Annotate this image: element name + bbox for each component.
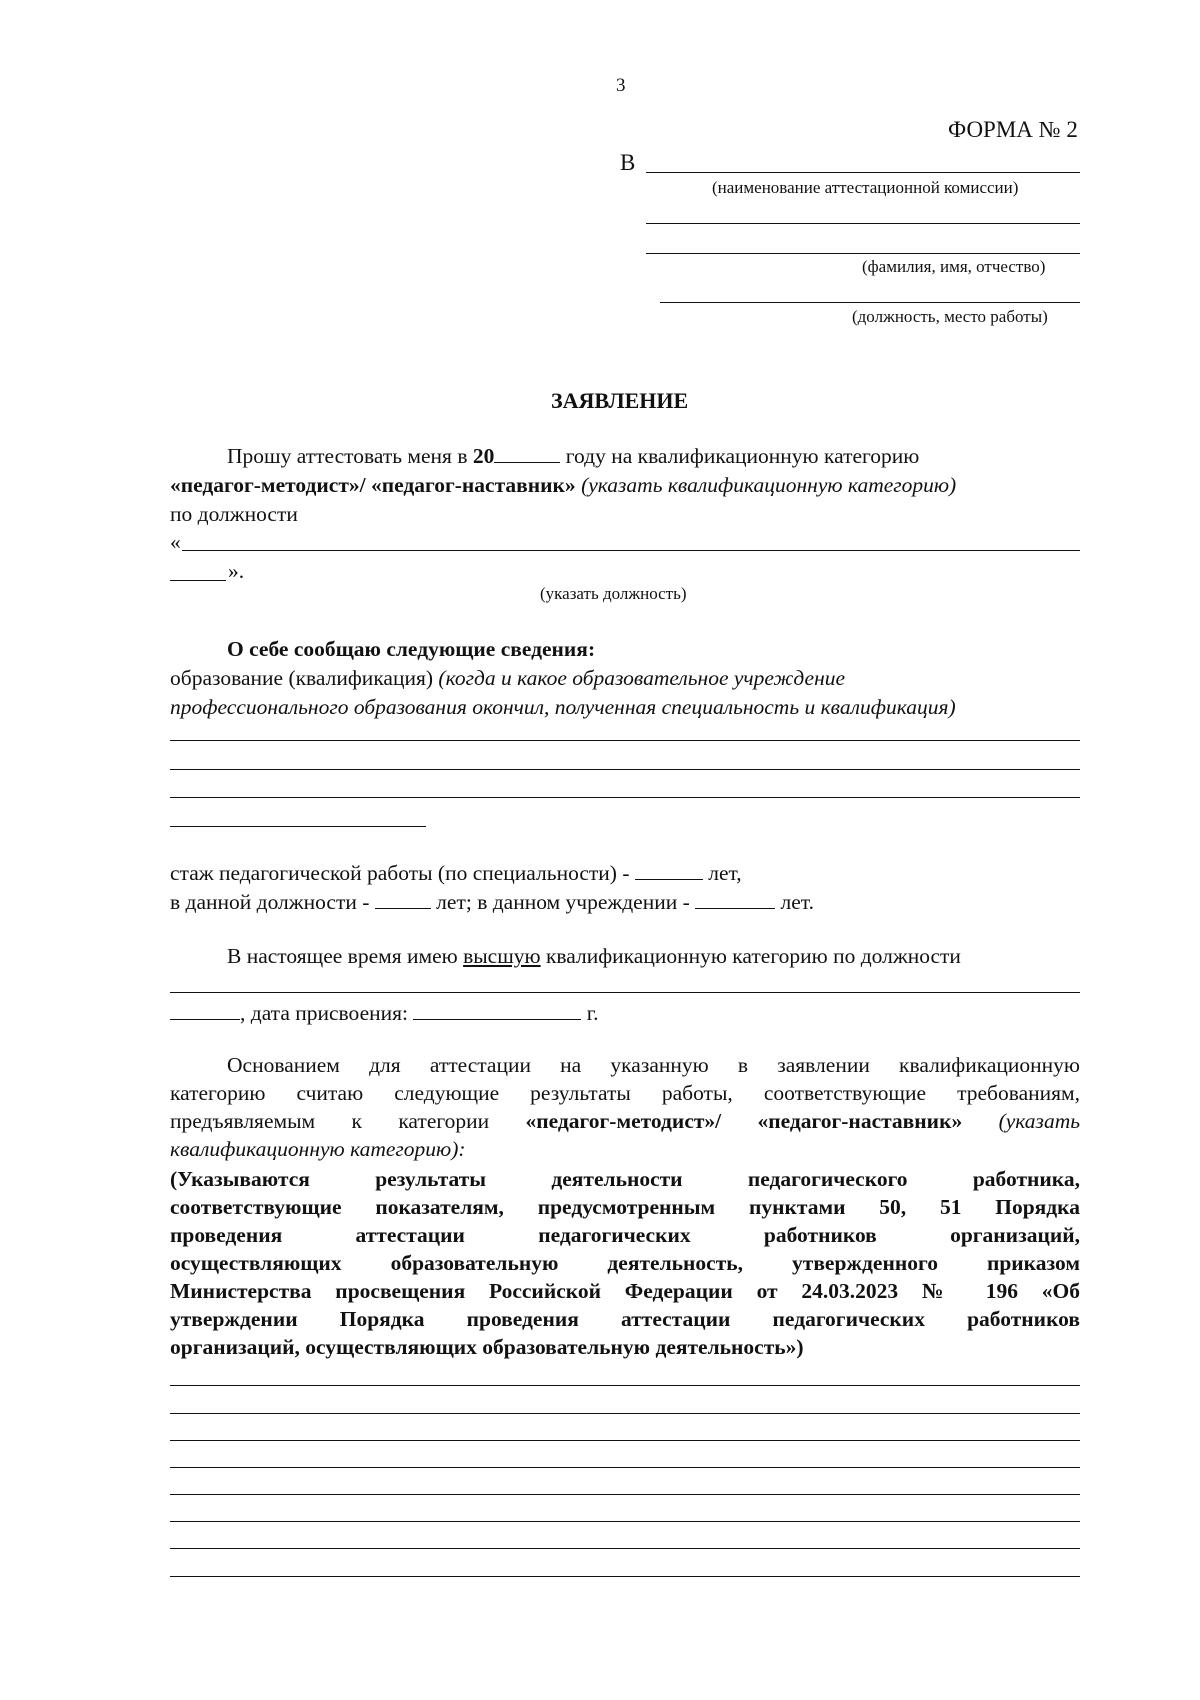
results-line[interactable] [170, 1494, 1080, 1495]
form-label: ФОРМА № 2 [948, 117, 1078, 142]
page-number: 3 [616, 75, 626, 96]
current-position-tail-blank[interactable] [170, 1001, 240, 1020]
categories-hint: (указать квалификационную категорию) [575, 473, 957, 497]
results-line[interactable] [170, 1548, 1080, 1549]
results-line[interactable] [170, 1467, 1080, 1468]
position-line[interactable] [660, 302, 1080, 303]
current-category-level: высшую [463, 944, 541, 968]
education-label: образование (квалификация) [170, 666, 439, 690]
fio-line-2[interactable] [646, 253, 1080, 254]
document-title: ЗАЯВЛЕНИЕ [551, 388, 689, 413]
exp-line2-part1: в данной должности - [170, 890, 375, 914]
experience-line-1 [170, 860, 742, 887]
position-caption: (должность, место работы) [852, 307, 1048, 326]
exp-total-blank[interactable] [635, 861, 703, 880]
education-hint-2: профессионального образования окончил, полученная специальность и квалификация) [170, 695, 956, 719]
basis-bold-line: соответствующие показателям, предусмотренным пунктами 50, 51 Порядка [170, 1195, 1080, 1219]
categories-bold: «педагог-методист»/ «педагог-наставник» [170, 473, 576, 497]
education-line-d[interactable] [170, 826, 426, 827]
current-position-line[interactable] [170, 992, 1080, 993]
education-line-a[interactable] [170, 740, 1080, 741]
basis-line-1: Основанием для аттестации на указанную в заявлении квалификационную [227, 1053, 1080, 1077]
position-name-caption: (указать должность) [540, 584, 687, 603]
results-line[interactable] [170, 1576, 1080, 1577]
results-line[interactable] [170, 1385, 1080, 1386]
request-line-2 [170, 472, 956, 499]
commission-caption: (наименование аттестационной комиссии) [712, 178, 1019, 197]
assignment-date-line [170, 1000, 599, 1027]
fio-caption: (фамилия, имя, отчество) [862, 257, 1046, 276]
year-abbr: г. [581, 1001, 599, 1025]
basis-bold-line: осуществляющих образовательную деятельность, утвержденного приказом [170, 1251, 1080, 1275]
assignment-date-blank[interactable] [413, 1001, 581, 1020]
education-line-b[interactable] [170, 769, 1080, 770]
results-line[interactable] [170, 1440, 1080, 1441]
basis-line3-c: (указать [962, 1109, 1081, 1133]
current-category-suffix: квалификационную категорию по должности [540, 944, 961, 968]
open-quote: « [170, 530, 181, 554]
to-prefix: В [620, 150, 636, 175]
basis-line-2: категорию считаю следующие результаты работы, соответствующие требованиям, [170, 1081, 1080, 1105]
basis-line3-a: предъявляемым к категории [170, 1109, 526, 1133]
commission-line[interactable] [646, 172, 1080, 173]
education-line-1 [170, 665, 845, 692]
exp-line1-suffix: лет, [702, 861, 742, 885]
basis-bold-line: утверждении Порядка проведения аттестации педагогических работников [170, 1307, 1080, 1331]
results-line[interactable] [170, 1413, 1080, 1414]
close-quote: ». [228, 559, 245, 583]
request-part2: году на квалификационную категорию [560, 444, 920, 468]
request-line-1 [227, 443, 919, 470]
date-label: , дата присвоения: [240, 1001, 414, 1025]
exp-line2-part2: лет; в данном учреждении - [430, 890, 696, 914]
exp-line2-part3: лет. [775, 890, 814, 914]
exp-position-blank[interactable] [375, 890, 431, 909]
education-line-c[interactable] [170, 797, 1080, 798]
current-category-prefix: В настоящее время имею [227, 944, 464, 968]
education-hint-1: (когда и какое образовательное учреждение [438, 666, 846, 690]
experience-line-2 [170, 889, 814, 916]
year-blank[interactable] [494, 444, 560, 463]
fio-line-1[interactable] [646, 223, 1080, 224]
results-line[interactable] [170, 1521, 1080, 1522]
position-name-line-tail[interactable] [170, 580, 226, 581]
request-part1: Прошу аттестовать меня в [227, 444, 473, 468]
basis-line3-b: «педагог-методист»/ «педагог-наставник» [525, 1109, 963, 1133]
exp-institution-blank[interactable] [695, 890, 775, 909]
current-category-line [227, 943, 961, 970]
basis-bold-line: Министерства просвещения Российской Федерации от 24.03.2023 № 196 «Об [170, 1279, 1080, 1303]
about-heading: О себе сообщаю следующие сведения: [227, 637, 596, 661]
basis-bold-line: проведения аттестации педагогических работников организаций, [170, 1223, 1080, 1247]
basis-line-3 [170, 1108, 1080, 1135]
position-name-line[interactable] [182, 550, 1080, 551]
by-position-label: по должности [170, 502, 298, 526]
year-prefix: 20 [472, 444, 495, 468]
basis-line-4: квалификационную категорию): [170, 1137, 466, 1161]
exp-line1-prefix: стаж педагогической работы (по специальности) - [170, 861, 635, 885]
basis-bold-last-line: организаций, осуществляющих образовательную деятельность») [170, 1335, 804, 1359]
basis-bold-line: (Указываются результаты деятельности педагогического работника, [170, 1167, 1080, 1191]
